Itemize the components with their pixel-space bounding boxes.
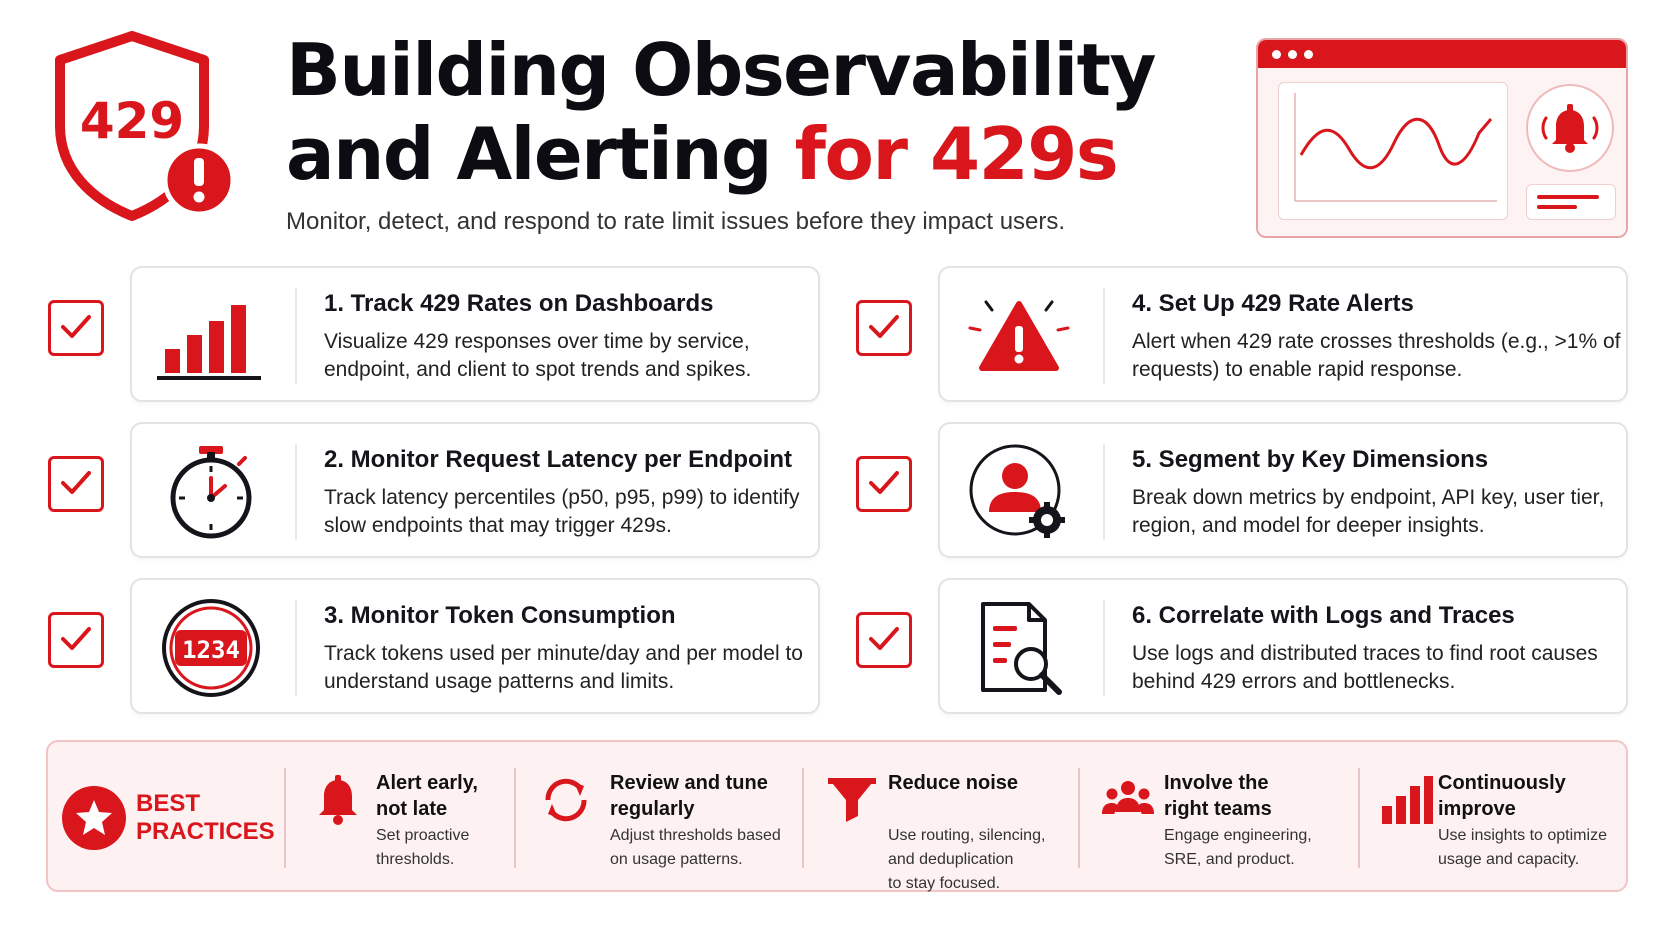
card-description: Use logs and distributed traces to find root causes behind 429 errors and bottlenecks. <box>1132 642 1598 693</box>
filter-icon <box>824 772 880 828</box>
shield-code: 429 <box>79 92 185 150</box>
best-practices-panel <box>46 740 1628 892</box>
practice-description: Engage engineering, SRE, and product. <box>1164 827 1312 868</box>
card-title: 2. Monitor Request Latency per Endpoint <box>324 446 793 473</box>
card-title: 6. Correlate with Logs and Traces <box>1132 602 1515 629</box>
page-subtitle: Monitor, detect, and respond to rate limit issues before they impact users. <box>286 208 1066 235</box>
title-line-2-accent: for 429s <box>794 112 1118 196</box>
token-counter-value: 1234 <box>182 636 240 664</box>
practice-title: Alert early, not late <box>376 772 478 820</box>
token-counter-icon <box>156 596 266 700</box>
card-title: 4. Set Up 429 Rate Alerts <box>1132 290 1414 317</box>
line-chart-icon <box>1278 82 1508 220</box>
user-settings-icon <box>964 440 1074 544</box>
checkbox-card-5[interactable] <box>856 456 912 512</box>
text-lines-icon <box>1526 184 1616 220</box>
card-rate-alerts <box>938 266 1628 402</box>
practice-description: Adjust thresholds based on usage patterns. <box>610 827 781 868</box>
log-search-icon <box>964 596 1074 700</box>
card-monitor-latency <box>130 422 820 558</box>
practice-description: Use insights to optimize usage and capacity. <box>1438 827 1607 868</box>
card-track-429-rates <box>130 266 820 402</box>
card-title: 5. Segment by Key Dimensions <box>1132 446 1489 473</box>
ringing-bell-icon <box>1526 84 1614 172</box>
card-title: 3. Monitor Token Consumption <box>324 602 676 629</box>
card-description: Track tokens used per minute/day and per model to understand usage patterns and limits. <box>324 642 803 693</box>
refresh-icon <box>538 772 594 828</box>
checkbox-card-3[interactable] <box>48 612 104 668</box>
title-line-2 <box>286 112 1155 196</box>
title-line-2-plain: and Alerting <box>286 112 795 196</box>
team-icon <box>1100 772 1156 828</box>
practice-description: Set proactive thresholds. <box>376 827 470 868</box>
growth-chart-icon <box>1378 772 1434 828</box>
card-segment-dimensions <box>938 422 1628 558</box>
shield-alert-icon <box>52 30 242 230</box>
practice-review-tune <box>538 766 794 876</box>
card-description: Track latency percentiles (p50, p95, p99) to identify slow endpoints that may trigger 429s. <box>324 486 800 537</box>
stopwatch-icon <box>156 440 266 544</box>
best-practices-label: BEST PRACTICES <box>136 790 275 845</box>
practice-alert-early <box>310 766 506 876</box>
bell-icon <box>310 772 366 828</box>
card-token-consumption <box>130 578 820 714</box>
window-title-bar <box>1258 40 1626 68</box>
checkbox-card-4[interactable] <box>856 300 912 356</box>
card-logs-traces <box>938 578 1628 714</box>
checkbox-card-2[interactable] <box>48 456 104 512</box>
practice-title: Involve the right teams <box>1164 772 1272 820</box>
practice-continuously-improve <box>1378 766 1622 876</box>
star-icon <box>62 786 126 850</box>
card-title: 1. Track 429 Rates on Dashboards <box>324 290 714 317</box>
bar-chart-icon <box>156 284 266 388</box>
practice-title: Reduce noise <box>888 772 1019 794</box>
checkbox-card-1[interactable] <box>48 300 104 356</box>
card-description: Break down metrics by endpoint, API key, user tier, region, and model for deeper insights. <box>1132 486 1605 537</box>
card-description: Visualize 429 responses over time by service, endpoint, and client to spot trends and spikes. <box>324 330 752 381</box>
page-title <box>286 28 1155 196</box>
practice-description: Use routing, silencing, and deduplication to stay focused. <box>888 827 1046 892</box>
practice-title: Continuously improve <box>1438 772 1566 820</box>
checkbox-card-6[interactable] <box>856 612 912 668</box>
practice-reduce-noise <box>824 766 1068 892</box>
warning-icon <box>964 284 1074 388</box>
practice-involve-teams <box>1100 766 1350 876</box>
dashboard-illustration <box>1256 38 1628 238</box>
practice-title: Review and tune regularly <box>610 772 768 820</box>
card-description: Alert when 429 rate crosses thresholds (e.g., >1% of requests) to enable rapid response. <box>1132 330 1621 381</box>
title-line-1: Building Observability <box>286 28 1155 112</box>
